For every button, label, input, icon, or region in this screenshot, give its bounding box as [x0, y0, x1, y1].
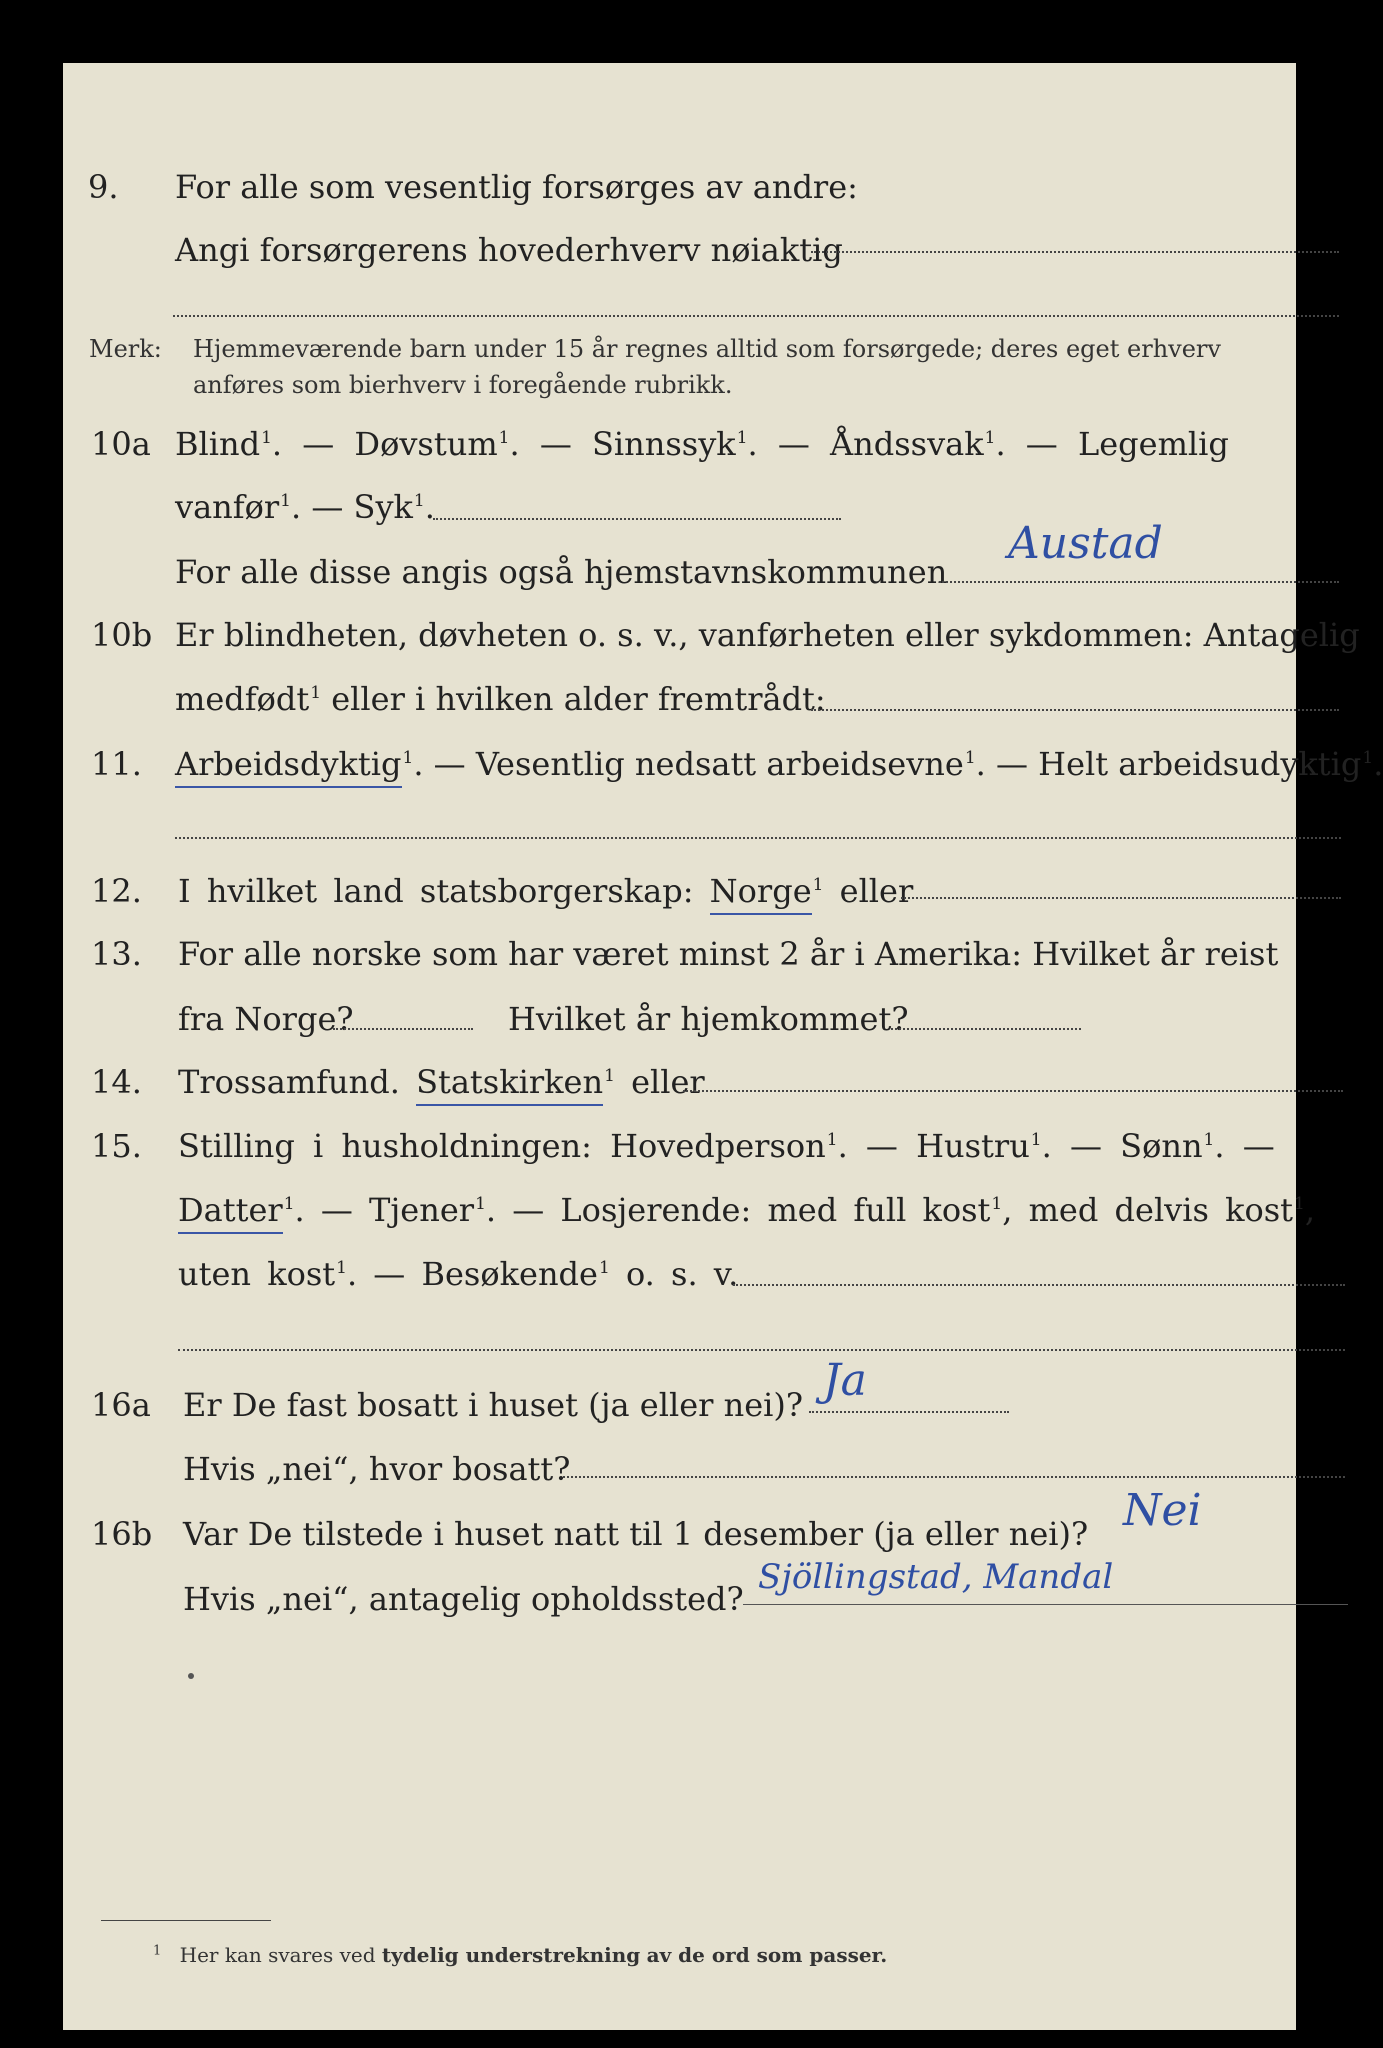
- footnote-ref: 1: [1362, 748, 1374, 769]
- handwritten-bosatt-answer: Ja: [823, 1355, 867, 1406]
- dash: —: [302, 425, 335, 463]
- item-number: 13.: [91, 935, 142, 973]
- option-hustru: Hustru: [916, 1127, 1030, 1165]
- option-sinnssyk: Sinnssyk: [592, 425, 736, 463]
- item-14-question: [178, 1063, 705, 1101]
- item-15-label: Stilling i husholdningen:: [178, 1127, 592, 1165]
- answer-line: [173, 315, 1339, 317]
- answer-line: [563, 1476, 1345, 1478]
- item-10a-options-2: vanfør$^1$. — Syk$^1$.: [175, 488, 435, 526]
- dash: —: [373, 1255, 406, 1293]
- footnote-ref: 1: [475, 1194, 486, 1215]
- item-13-hjemkommet-label: Hvilket år hjemkommet?: [508, 1000, 909, 1038]
- item-16b-question: Var De tilstede i huset natt til 1 desember (ja eller nei)?: [183, 1515, 1089, 1553]
- option-andssvak: Åndssvak: [830, 425, 984, 463]
- handwritten-hjemstavn: Austad: [1008, 518, 1163, 569]
- item-10a-hjemstavn-label: For alle disse angis også hjemstavnskommunen: [175, 553, 948, 591]
- answer-line: [901, 897, 1341, 899]
- item-15-options: Stilling i husholdningen: Hovedperson$^1$. — Hustru$^1$. — Sønn$^1$. —: [178, 1127, 1275, 1165]
- item-number: 10a: [91, 425, 151, 463]
- footnote-ref: 1: [1203, 1130, 1215, 1151]
- option-vanfor: vanfør: [175, 488, 280, 526]
- answer-line: [433, 518, 841, 520]
- option-sonn: Sønn: [1120, 1127, 1203, 1165]
- dash: —: [539, 425, 572, 463]
- item-9-question-2: Angi forsørgerens hovederhverv nøiaktig: [175, 231, 843, 269]
- item-9-question: For alle som vesentlig forsørges av andre:: [175, 168, 858, 206]
- answer-line: [891, 1028, 1081, 1030]
- footnote-ref: 1: [283, 1194, 295, 1215]
- option-norge-underlined: Norge: [710, 872, 812, 915]
- footnote-ref: 1: [402, 748, 414, 769]
- option-legemlig: Legemlig: [1077, 425, 1229, 463]
- option-losjerende: Losjerende:: [560, 1191, 752, 1229]
- item-number: 16b: [91, 1515, 153, 1553]
- item-11-options: Arbeidsdyktig$^1$. — Vesentlig nedsatt arbeidsevne$^1$. — Helt arbeidsudyktig$^1$.: [175, 745, 1383, 783]
- footnote-text-2: av de ord som passer.: [646, 1943, 888, 1967]
- item-10a-options: Blind$^1$. — Døvstum$^1$. — Sinnssyk$^1$. — Åndssvak$^1$. — Legemlig: [175, 425, 1229, 463]
- footnote-ref: 1: [984, 428, 996, 449]
- option-tjener: Tjener: [369, 1191, 475, 1229]
- option-hovedperson: Hovedperson: [610, 1127, 826, 1165]
- item-13-question: For alle norske som har været minst 2 år i Amerika: Hvilket år reist: [178, 935, 1279, 973]
- option-besokende: Besøkende: [421, 1255, 598, 1293]
- option-medfodt: medfødt: [175, 680, 310, 718]
- footnote: [153, 1943, 887, 1967]
- dash: —: [1242, 1127, 1275, 1165]
- footnote-emphasis: tydelig understrekning: [381, 1943, 641, 1967]
- footnote-ref: 1: [413, 491, 425, 512]
- footnote-ref: 1: [1030, 1130, 1042, 1151]
- footnote-ref: 1: [261, 428, 272, 449]
- item-12-label: I hvilket land statsborgerskap:: [178, 872, 694, 910]
- item-number: 10b: [91, 616, 153, 654]
- option-uten-kost: uten kost: [178, 1255, 336, 1293]
- item-16a-hvor-bosatt-label: Hvis „nei“, hvor bosatt?: [183, 1450, 571, 1488]
- dash: —: [311, 488, 344, 526]
- option-med-delvis-kost: med delvis kost: [1028, 1191, 1294, 1229]
- footnote-ref: 1: [991, 1194, 1003, 1215]
- footnote-rule: [101, 1920, 271, 1921]
- dash: —: [996, 745, 1028, 783]
- answer-line: [333, 1028, 473, 1030]
- answer-line: [811, 709, 1339, 711]
- dash: —: [865, 1127, 898, 1165]
- option-med-full-kost: med full kost: [767, 1191, 991, 1229]
- item-12-question: [178, 872, 913, 910]
- answer-line: [175, 837, 1341, 839]
- answer-line: [939, 581, 1339, 583]
- answer-line: [178, 1349, 1345, 1351]
- option-syk: Syk: [353, 488, 413, 526]
- merk-label: Merk:: [89, 335, 162, 363]
- dash: —: [320, 1191, 353, 1229]
- answer-line: [811, 251, 1339, 253]
- answer-line: [743, 1604, 1348, 1605]
- item-number: 12.: [91, 872, 142, 910]
- option-nedsatt: Vesentlig nedsatt arbeidsevne: [475, 745, 964, 783]
- footnote-ref: 1: [826, 1130, 838, 1151]
- footnote-mark: 1: [153, 1943, 162, 1959]
- item-10b-question-3: eller i hvilken alder fremtrådt:: [331, 680, 826, 718]
- item-14-label: Trossamfund.: [178, 1063, 400, 1101]
- footnote-ref: 1: [812, 875, 824, 896]
- item-number: 9.: [88, 168, 119, 206]
- ink-spot: [188, 1673, 194, 1679]
- footnote-ref: 1: [336, 1258, 347, 1279]
- item-13-reist-label: fra Norge?: [178, 1000, 354, 1038]
- item-10b-question-2: [175, 680, 826, 718]
- footnote-text: Her kan svares ved: [179, 1943, 376, 1967]
- option-udyktig: Helt arbeidsudyktig: [1038, 745, 1362, 783]
- merk-text: Hjemmeværende barn under 15 år regnes alltid som forsørgede; deres eget erhverv: [193, 335, 1221, 363]
- item-15-osv: o. s. v.: [625, 1255, 739, 1293]
- item-14-eller: eller: [631, 1063, 705, 1101]
- census-form-page: [63, 63, 1383, 2030]
- footnote-ref: 1: [498, 428, 510, 449]
- merk-text-2: anføres som bierhverv i foregående rubrikk.: [193, 371, 733, 399]
- footnote-ref: 1: [310, 683, 322, 704]
- dash: —: [1069, 1127, 1102, 1165]
- handwritten-tilstede-answer: Nei: [1123, 1485, 1202, 1536]
- option-dovstum: Døvstum: [354, 425, 498, 463]
- item-16a-question: Er De fast bosatt i huset (ja eller nei)?: [183, 1386, 804, 1424]
- item-15-options-2: Datter$^1$. — Tjener$^1$. — Losjerende: med full kost$^1$, med delvis kost$^1$,: [178, 1191, 1315, 1229]
- handwritten-opholdssted-answer: Sjöllingstad, Mandal: [758, 1557, 1114, 1597]
- footnote-ref: 1: [1294, 1194, 1305, 1215]
- item-number: 14.: [91, 1063, 142, 1101]
- dash: —: [433, 745, 466, 783]
- dash: —: [1025, 425, 1058, 463]
- item-15-options-3: uten kost$^1$. — Besøkende$^1$ o. s. v.: [178, 1255, 739, 1293]
- footnote-ref: 1: [736, 428, 748, 449]
- footnote-ref: 1: [598, 1258, 610, 1279]
- item-12-eller: eller: [839, 872, 914, 910]
- answer-line: [683, 1090, 1343, 1092]
- option-arbeidsdyktig-underlined: Arbeidsdyktig: [175, 745, 402, 788]
- option-datter-underlined: Datter: [178, 1191, 283, 1234]
- footnote-ref: 1: [280, 491, 291, 512]
- item-10b-question: Er blindheten, døvheten o. s. v., vanførheten eller sykdommen: Antagelig: [175, 616, 1360, 654]
- footnote-ref: 1: [604, 1066, 615, 1087]
- item-number: 15.: [91, 1127, 142, 1165]
- footnote-ref: 1: [964, 748, 976, 769]
- item-16b-opholdssted-label: Hvis „nei“, antagelig opholdssted?: [183, 1580, 744, 1618]
- answer-line: [809, 1411, 1009, 1413]
- option-statskirken-underlined: Statskirken: [416, 1063, 603, 1106]
- dash: —: [777, 425, 810, 463]
- option-blind: Blind: [175, 425, 261, 463]
- item-number: 11.: [91, 745, 142, 783]
- item-number: 16a: [91, 1386, 151, 1424]
- dash: —: [512, 1191, 545, 1229]
- answer-line: [733, 1284, 1345, 1286]
